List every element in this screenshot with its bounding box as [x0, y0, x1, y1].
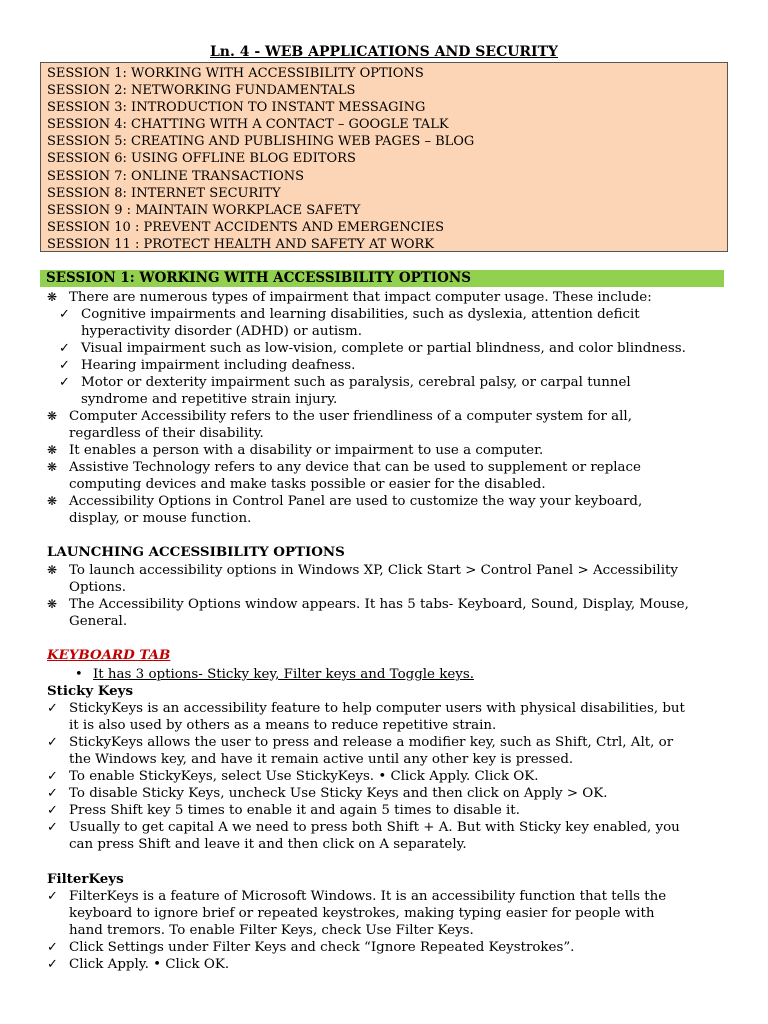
sticky-point-line: Press Shift key 5 times to enable it and again 5 times to disable it.	[69, 803, 520, 818]
sessions-list-box	[40, 62, 728, 252]
filter-point-line: keyboard to ignore brief or repeated keystrokes, making typing easier for people with	[69, 906, 655, 921]
impairment-item-line: Visual impairment such as low-vision, complete or partial blindness, and color blindness.	[81, 341, 686, 356]
star-bullet-icon: ❋	[47, 597, 58, 611]
launching-point-line: General.	[69, 614, 128, 629]
filter-point-line: Click Settings under Filter Keys and check “Ignore Repeated Keystrokes”.	[69, 940, 575, 955]
launching-point-line: To launch accessibility options in Windows XP, Click Start > Control Panel > Accessibility	[69, 563, 678, 578]
sticky-keys-heading: Sticky Keys	[47, 683, 133, 699]
section1-heading: SESSION 1: WORKING WITH ACCESSIBILITY OPTIONS	[40, 270, 724, 287]
impairment-item-line: Motor or dexterity impairment such as paralysis, cerebral palsy, or carpal tunnel	[81, 375, 631, 390]
check-bullet-icon: ✓	[47, 701, 58, 716]
sticky-point-line: To disable Sticky Keys, uncheck Use Sticky Keys and then click on Apply > OK.	[69, 786, 608, 801]
launching-heading: LAUNCHING ACCESSIBILITY OPTIONS	[47, 544, 345, 560]
star-bullet-icon: ❋	[47, 409, 58, 423]
section1-point-line: Assistive Technology refers to any device that can be used to supplement or replace	[69, 460, 641, 475]
sticky-point-line: can press Shift and leave it and then click on A separately.	[69, 837, 467, 852]
session-item: SESSION 11 : PROTECT HEALTH AND SAFETY AT WORK	[47, 236, 435, 252]
section1-point-line: It enables a person with a disability or impairment to use a computer.	[69, 443, 544, 458]
section1-point-line: display, or mouse function.	[69, 511, 252, 526]
section1-point-line: computing devices and make tasks possible or easier for the disabled.	[69, 477, 546, 492]
check-bullet-icon: ✓	[59, 358, 70, 373]
check-bullet-icon: ✓	[47, 803, 58, 818]
dot-bullet-icon: •	[75, 667, 83, 682]
session-item: SESSION 6: USING OFFLINE BLOG EDITORS	[47, 151, 356, 167]
check-bullet-icon: ✓	[59, 307, 70, 322]
check-bullet-icon: ✓	[47, 889, 58, 904]
session-item: SESSION 9 : MAINTAIN WORKPLACE SAFETY	[47, 202, 361, 218]
check-bullet-icon: ✓	[47, 769, 58, 784]
star-bullet-icon: ❋	[47, 563, 58, 577]
check-bullet-icon: ✓	[47, 735, 58, 750]
sticky-point-line: the Windows key, and have it remain active until any other key is pressed.	[69, 752, 574, 767]
session-item: SESSION 2: NETWORKING FUNDAMENTALS	[47, 83, 356, 99]
section1-point-line: Computer Accessibility refers to the user friendliness of a computer system for all,	[69, 409, 632, 424]
impairment-item-line: Cognitive impairments and learning disabilities, such as dyslexia, attention deficit	[81, 307, 640, 322]
star-bullet-icon: ❋	[47, 443, 58, 457]
sticky-point-line: To enable StickyKeys, select Use StickyKeys. • Click Apply. Click OK.	[69, 769, 539, 784]
session-item: SESSION 8: INTERNET SECURITY	[47, 185, 281, 201]
check-bullet-icon: ✓	[47, 940, 58, 955]
section1-point-line: Accessibility Options in Control Panel are used to customize the way your keyboard,	[69, 494, 643, 509]
check-bullet-icon: ✓	[59, 341, 70, 356]
session-item: SESSION 1: WORKING WITH ACCESSIBILITY OPTIONS	[47, 66, 424, 81]
filter-point-line: hand tremors. To enable Filter Keys, check Use Filter Keys.	[69, 923, 474, 938]
check-bullet-icon: ✓	[47, 820, 58, 835]
filter-keys-heading: FilterKeys	[47, 871, 124, 887]
filter-point-line: Click Apply. • Click OK.	[69, 957, 230, 972]
keyboard-options-note: It has 3 options- Sticky key, Filter keys and Toggle keys.	[93, 667, 474, 682]
keyboard-tab-heading: KEYBOARD TAB	[47, 647, 171, 663]
filter-point-line: FilterKeys is a feature of Microsoft Windows. It is an accessibility function that tells the	[69, 889, 667, 904]
launching-point-line: The Accessibility Options window appears. It has 5 tabs- Keyboard, Sound, Display, Mouse,	[69, 597, 689, 612]
session-item: SESSION 4: CHATTING WITH A CONTACT – GOOGLE TALK	[47, 117, 449, 133]
check-bullet-icon: ✓	[59, 375, 70, 390]
star-bullet-icon: ❋	[47, 290, 58, 304]
section1-point-line: regardless of their disability.	[69, 426, 264, 441]
check-bullet-icon: ✓	[47, 786, 58, 801]
session-item: SESSION 10 : PREVENT ACCIDENTS AND EMERGENCIES	[47, 219, 445, 235]
launching-point-line: Options.	[69, 580, 127, 595]
star-bullet-icon: ❋	[47, 494, 58, 508]
session-item: SESSION 5: CREATING AND PUBLISHING WEB PAGES – BLOG	[47, 134, 475, 150]
star-bullet-icon: ❋	[47, 460, 58, 474]
impairment-intro: There are numerous types of impairment that impact computer usage. These include:	[69, 290, 652, 305]
session-item: SESSION 3: INTRODUCTION TO INSTANT MESSAGING	[47, 100, 426, 116]
sticky-point-line: StickyKeys allows the user to press and release a modifier key, such as Shift, Ctrl, Alt, or	[69, 735, 674, 750]
impairment-item-line: hyperactivity disorder (ADHD) or autism.	[81, 324, 362, 339]
sticky-point-line: it is also used by others as a means to reduce repetitive strain.	[69, 718, 497, 733]
sticky-point-line: StickyKeys is an accessibility feature to help computer users with physical disabilities, but	[69, 701, 685, 716]
document-title: Ln. 4 - WEB APPLICATIONS AND SECURITY	[209, 44, 559, 60]
session-item: SESSION 7: ONLINE TRANSACTIONS	[47, 168, 305, 184]
impairment-item-line: Hearing impairment including deafness.	[81, 358, 356, 373]
impairment-item-line: syndrome and repetitive strain injury.	[81, 392, 338, 407]
check-bullet-icon: ✓	[47, 957, 58, 972]
sticky-point-line: Usually to get capital A we need to press both Shift + A. But with Sticky key enabled, you	[69, 820, 680, 835]
